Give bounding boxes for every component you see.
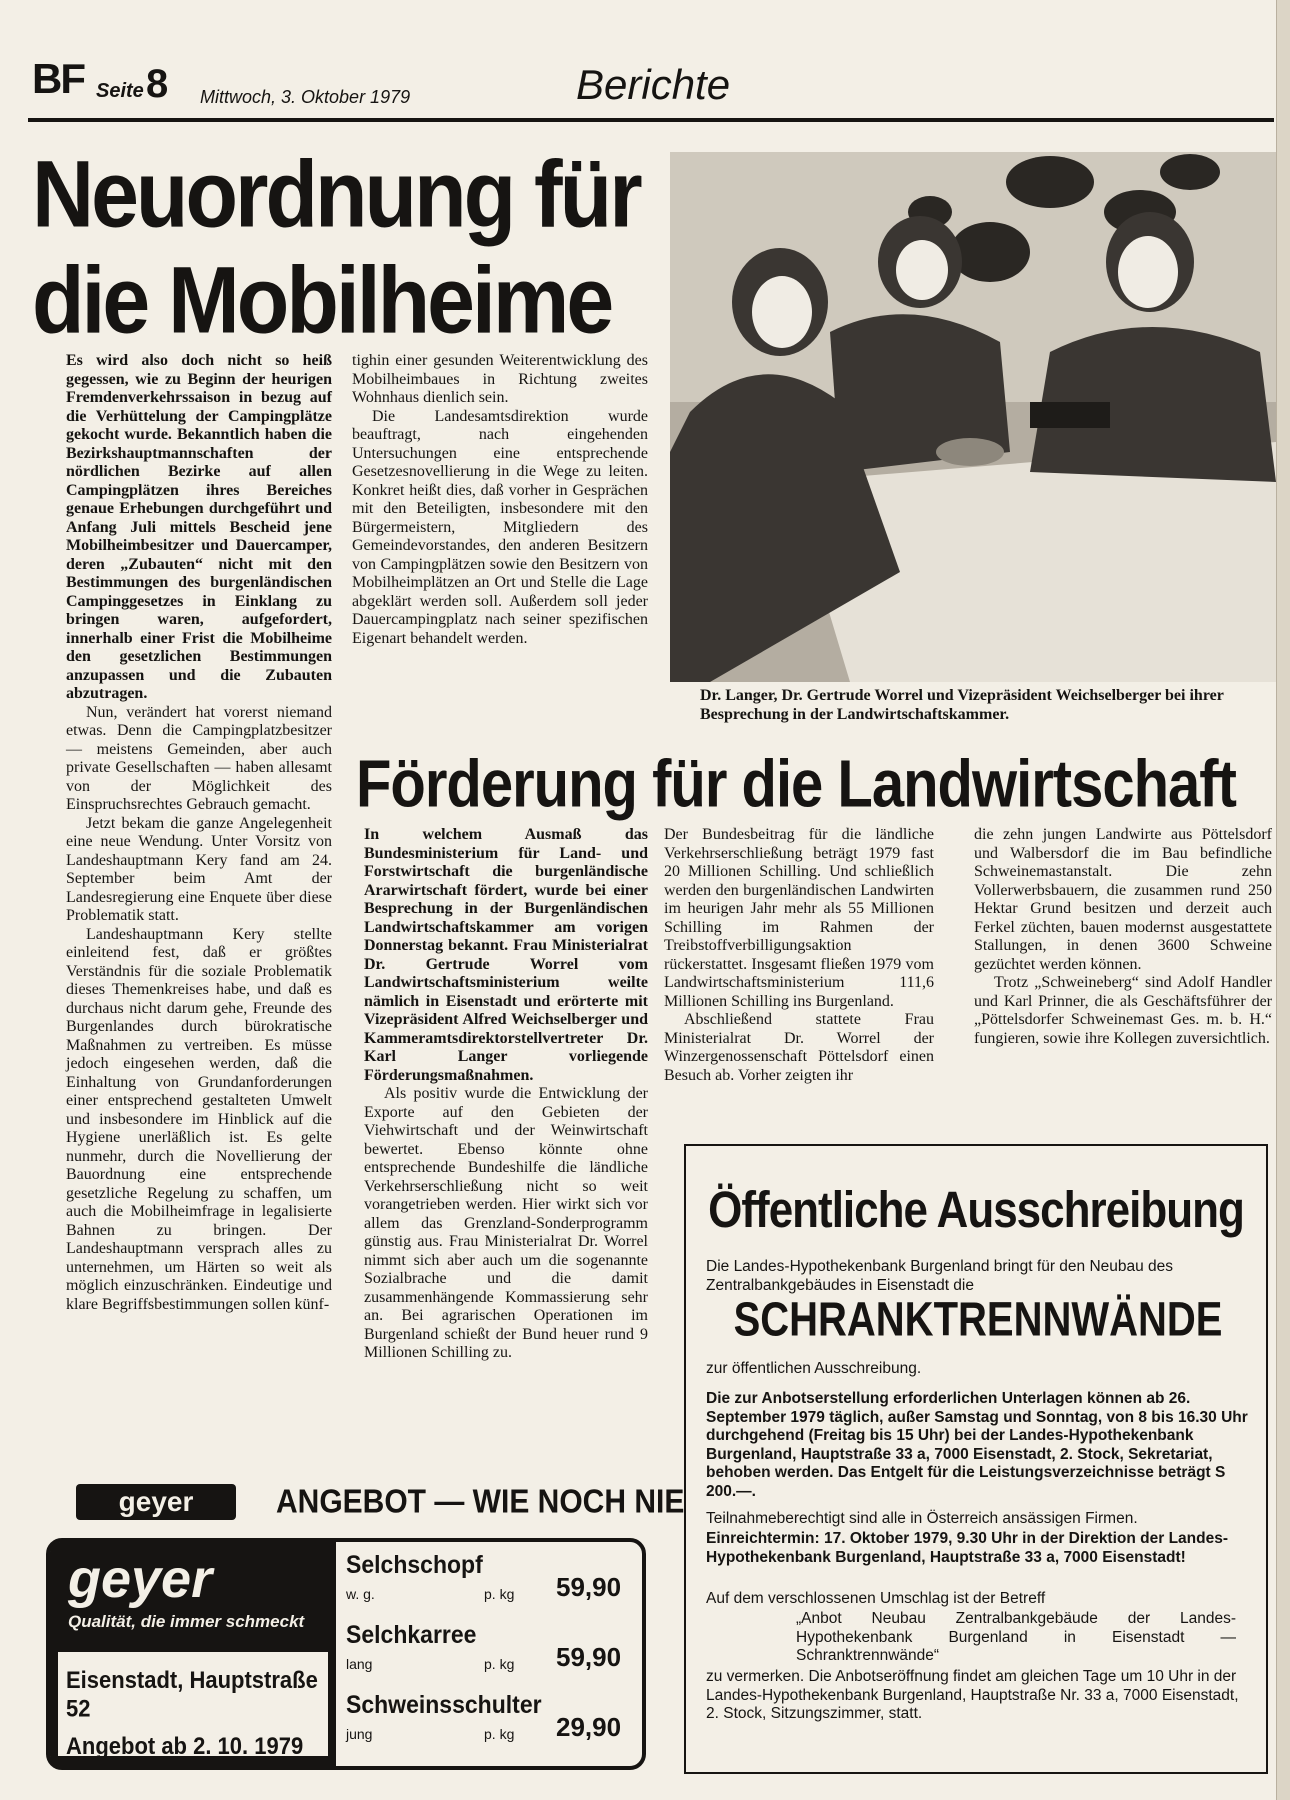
product-unit: p. kg xyxy=(484,1656,515,1672)
article2-lead: In welchem Ausmaß das Bundesministerium für Land- und Forstwirtschaft die burgenländische Ararwirtschaft fördert, wurde bei einer Besprechung in der Burgenländischen Landwirtschaftskammer am vorigen Donnerstag bekannt. Frau Ministerialrat Dr. Gertrude Worrel vom Landwirtschaftsministerium weilte nämlich in Eisenstadt und erörterte mit Vizepräsident Alfred Weichselberger und Kammeramtsdirektorstellvertreter Dr. Karl Langer vorliegende Förderungsmaßnahmen. xyxy=(364,826,648,1084)
geyer-brand-panel xyxy=(50,1542,336,1766)
tender-details: Die zur Anbotserstellung erforderlichen Unterlagen können ab 26. September 1979 täglich, außer Samstag und Sonntag, von 8 bis 16.30 Uhr durchgehend (Freitag bis 15 Uhr) bei der Landes-Hypothekenbank Burgenland, Hauptstraße 33 a, 7000 Eisenstadt, 2. Stock, Sekretariat, behoben werden. Das Entgelt für die Leistungsverzeichnisse beträgt S 200.—. xyxy=(706,1390,1248,1500)
article1-paragraph: Landeshauptmann Kery stellte einleitend fest, daß er größtes Verständnis für die soziale Problematik dieses Themenkreises habe, und daß es durchaus nicht darum gehe, Freunde des Burgenlandes durch bürokratische Maßnahmen zu vertreiben. Es müsse jedoch eingesehen werden, daß die Einhaltung von Grundanforderungen einer entsprechend gestalteten Umwelt und insbesondere im Hinblick auf die Hygiene unerläßlich ist. Es gelte nunmehr, durch die Novellierung der Bauordnung eine entsprechende gesetzliche Regelung zu schaffen, um auch die Mobilheimfrage in legalisierte Bahnen zu bringen. Der Landeshauptmann versprach alles zu unternehmen, um Härten so weit als möglich einzuschränken. Eindeutige und klare Begriffsbestimmungen sollen künf- xyxy=(66,925,332,1313)
product-price: 29,90 xyxy=(556,1712,622,1742)
article1-paragraph: Nun, verändert hat vorerst niemand etwas. Denn die Campingplatzbesitzer — meistens Gemeinden, aber auch private Gesellschaften — haben allesamt von der Möglichkeit des Einspruchsrechtes Gebrauch gemacht. xyxy=(66,703,332,813)
header-rule xyxy=(28,118,1274,122)
article2-paragraph: die zehn jungen Landwirte aus Pöttelsdorf und Walbersdorf die im Bau befindliche Schweinemastanstalt. Die zehn Vollerwerbsbauern, die zusammen rund 250 Hektar Grund besitzen und derzeit auch Ferkel züchten, bauen modernst ausgestattete Stallungen, in denen 3600 Schweine gezüchtet werden können. xyxy=(974,826,1272,973)
tender-subject-quote: „Anbot Neubau Zentralbankgebäude der Landes-Hypothekenbank Burgenland in Eisenstadt — Schranktrennwände“ xyxy=(796,1610,1236,1664)
article1-paragraph: tighin einer gesunden Weiterentwicklung des Mobilheimbaues in Richtung zweites Wohnhaus dienlich sein. xyxy=(352,352,648,406)
tender-subject: SCHRANKTRENNWÄNDE xyxy=(733,1293,1223,1347)
product-price: 59,90 xyxy=(556,1572,622,1602)
article1-lead: Es wird also doch nicht so heiß gegessen, wie zu Beginn der heurigen Fremdenverkehrssaison in bezug auf die Verhüttelung der Campingplätze gekocht wurde. Bekanntlich haben die Bezirkshauptmannschaften der nördlichen Bezirke auf allen Campingplätzen ihres Bereiches genaue Erhebungen durchgeführt und Anfang Juli mittels Bescheid jene Mobilheimbesitzer und Dauercamper, deren „Zubauten“ nicht mit den Bestimmungen des burgenländischen Campinggesetzes in Einklang zu bringen waren, aufgefordert, innerhalb einer Frist die Mobilheime den gesetzlichen Bestimmungen anzupassen und die Zubauten abzutragen. xyxy=(66,352,332,702)
article1-headline xyxy=(32,142,682,353)
article1-paragraph: Die Landesamtsdirektion wurde beauftragt, nach eingehenden Untersuchungen eine entsprechende Gesetzesnovellierung in die Wege zu leiten. Konkret heißt dies, daß vorher in Gesprächen mit den Beteiligten, insbesondere mit den Bürgermeistern, Mitgliedern des Gemeindevorstandes, den anderen Besitzern von Campingplätzen sowie den Besitzern von Mobilheimplätzen an Ort und Stelle die Lage abgeklärt werden soll. Außerdem soll jeder Dauercampingplatz nach seiner spezifischen Eigenart behandelt werden. xyxy=(352,407,648,647)
tender-advertisement xyxy=(684,1144,1268,1774)
tender-intro: Die Landes-Hypothekenbank Burgenland bringt für den Neubau des Zentralbankgebäudes in Eisenstadt die xyxy=(706,1258,1174,1294)
article2-paragraph: Als positiv wurde die Entwicklung der Exporte auf den Gebieten der Viehwirtschaft und der Weinwirtschaft bewertet. Ebenso könnte ohne entsprechende Bundeshilfe die ländliche Verkehrserschließung nicht so weit vorangetrieben werden. Hier wirkt sich vor allem das Grenzland-Sonderprogramm günstig aus. Frau Ministerialrat Dr. Worrel nimmt sich aber auch um die sogenannte Sozialbrache und die damit zusammenhängende Kommassierung sehr an. Bei agrarischen Operationen im Burgenland schießt der Bund heuer rund 9 Millionen Schilling zu. xyxy=(364,1085,648,1361)
issue-date: Mittwoch, 3. Oktober 1979 xyxy=(200,87,411,107)
tender-subject-note: zur öffentlichen Ausschreibung. xyxy=(706,1360,922,1377)
product-item xyxy=(346,1690,636,1758)
tender-envelope: Auf dem verschlossenen Umschlag ist der Betreff xyxy=(706,1590,1046,1607)
offer-title: ANGEBOT — WIE NOCH NIE xyxy=(276,1484,685,1521)
product-item xyxy=(346,1620,636,1688)
product-name: Selchkarree xyxy=(346,1620,477,1649)
tender-deadline: Einreichtermin: 17. Oktober 1979, 9.30 Uhr in der Direktion der Landes-Hypothekenbank Burgenland, Hauptstraße 33 a, 7000 Eisenstadt! xyxy=(706,1530,1228,1566)
article2-column-2 xyxy=(664,826,934,1085)
product-item xyxy=(346,1550,636,1618)
product-unit: p. kg xyxy=(484,1726,515,1742)
page-number: 8 xyxy=(146,62,169,106)
geyer-logo-small: geyer xyxy=(76,1484,236,1520)
article2-column-3 xyxy=(974,826,1272,1048)
news-photo xyxy=(670,152,1276,682)
article2-column-1 xyxy=(364,826,648,1363)
article1-column-1 xyxy=(66,352,332,1314)
product-name: Schweinsschulter xyxy=(346,1690,542,1719)
headline-line-2: die Mobilheime xyxy=(32,247,612,354)
article2-headline: Förderung für die Landwirtschaft xyxy=(356,746,1236,822)
tender-title: Öffentliche Ausschreibung xyxy=(708,1182,1244,1239)
product-price: 59,90 xyxy=(556,1642,622,1672)
product-detail: lang xyxy=(346,1656,373,1672)
geyer-logo-large: geyer xyxy=(68,1549,213,1609)
product-detail: jung xyxy=(346,1726,373,1742)
tender-closing: zu vermerken. Die Anbotseröffnung findet am gleichen Tage um 10 Uhr in der Landes-Hypothekenbank Burgenland, Hauptstraße Nr. 33 a, 7000 Eisenstadt, 2. Stock, Sitzungszimmer, statt. xyxy=(706,1668,1239,1722)
geyer-slogan: Qualität, die immer schmeckt xyxy=(68,1612,305,1631)
product-unit: p. kg xyxy=(484,1586,515,1602)
section-title: Berichte xyxy=(576,61,731,108)
headline-line-1: Neuordnung für xyxy=(32,142,640,248)
store-address: Eisenstadt, Hauptstraße 52 xyxy=(66,1666,318,1723)
offer-date: Angebot ab 2. 10. 1979 xyxy=(66,1732,304,1760)
product-detail: w. g. xyxy=(346,1586,375,1602)
meeting-photo-image xyxy=(670,152,1276,682)
geyer-ad-box xyxy=(46,1538,646,1770)
page-fold-edge xyxy=(1276,0,1290,1800)
article1-paragraph: Jetzt bekam die ganze Angelegenheit eine neue Wendung. Unter Vorsitz von Landeshauptmann Kery fand am 24. September beim Amt der Landesregierung eine Enquete über diese Problematik statt. xyxy=(66,814,332,924)
article2-paragraph: Der Bundesbeitrag für die ländliche Verkehrserschließung beträgt 1979 fast 20 Millionen Schilling. Und schließlich werden den burgenländischen Landwirten im heurigen Jahr mehr als 55 Millionen Schilling im Rahmen der Treibstoffverbilligungsaktion rückerstattet. Insgesamt fließen 1979 vom Landwirtschaftsministerium 111,6 Millionen Schilling ins Burgenland. xyxy=(664,826,934,1010)
tender-eligibility: Teilnahmeberechtigt sind alle in Österreich ansässigen Firmen. xyxy=(706,1510,1138,1527)
newspaper-logo: BF xyxy=(32,55,84,102)
article2-paragraph: Abschließend stattete Frau Ministerialrat Dr. Worrel der Winzergenossenschaft Pöttelsdorf einen Besuch ab. Vorher zeigten ihr xyxy=(664,1011,934,1084)
geyer-address-box xyxy=(58,1652,328,1760)
photo-caption: Dr. Langer, Dr. Gertrude Worrel und Vizepräsident Weichselberger bei ihrer Besprechung in der Landwirtschaftskammer. xyxy=(700,687,1224,723)
product-name: Selchschopf xyxy=(346,1550,483,1579)
page-label: Seite xyxy=(96,80,144,102)
article2-paragraph: Trotz „Schweineberg“ sind Adolf Handler und Karl Prinner, die als Geschäftsführer der „Pöttelsdorfer Schweinemast Ges. m. b. H.“ fungieren, sowie ihre Kollegen zuversichtlich. xyxy=(974,974,1272,1047)
article1-column-2 xyxy=(352,352,648,648)
